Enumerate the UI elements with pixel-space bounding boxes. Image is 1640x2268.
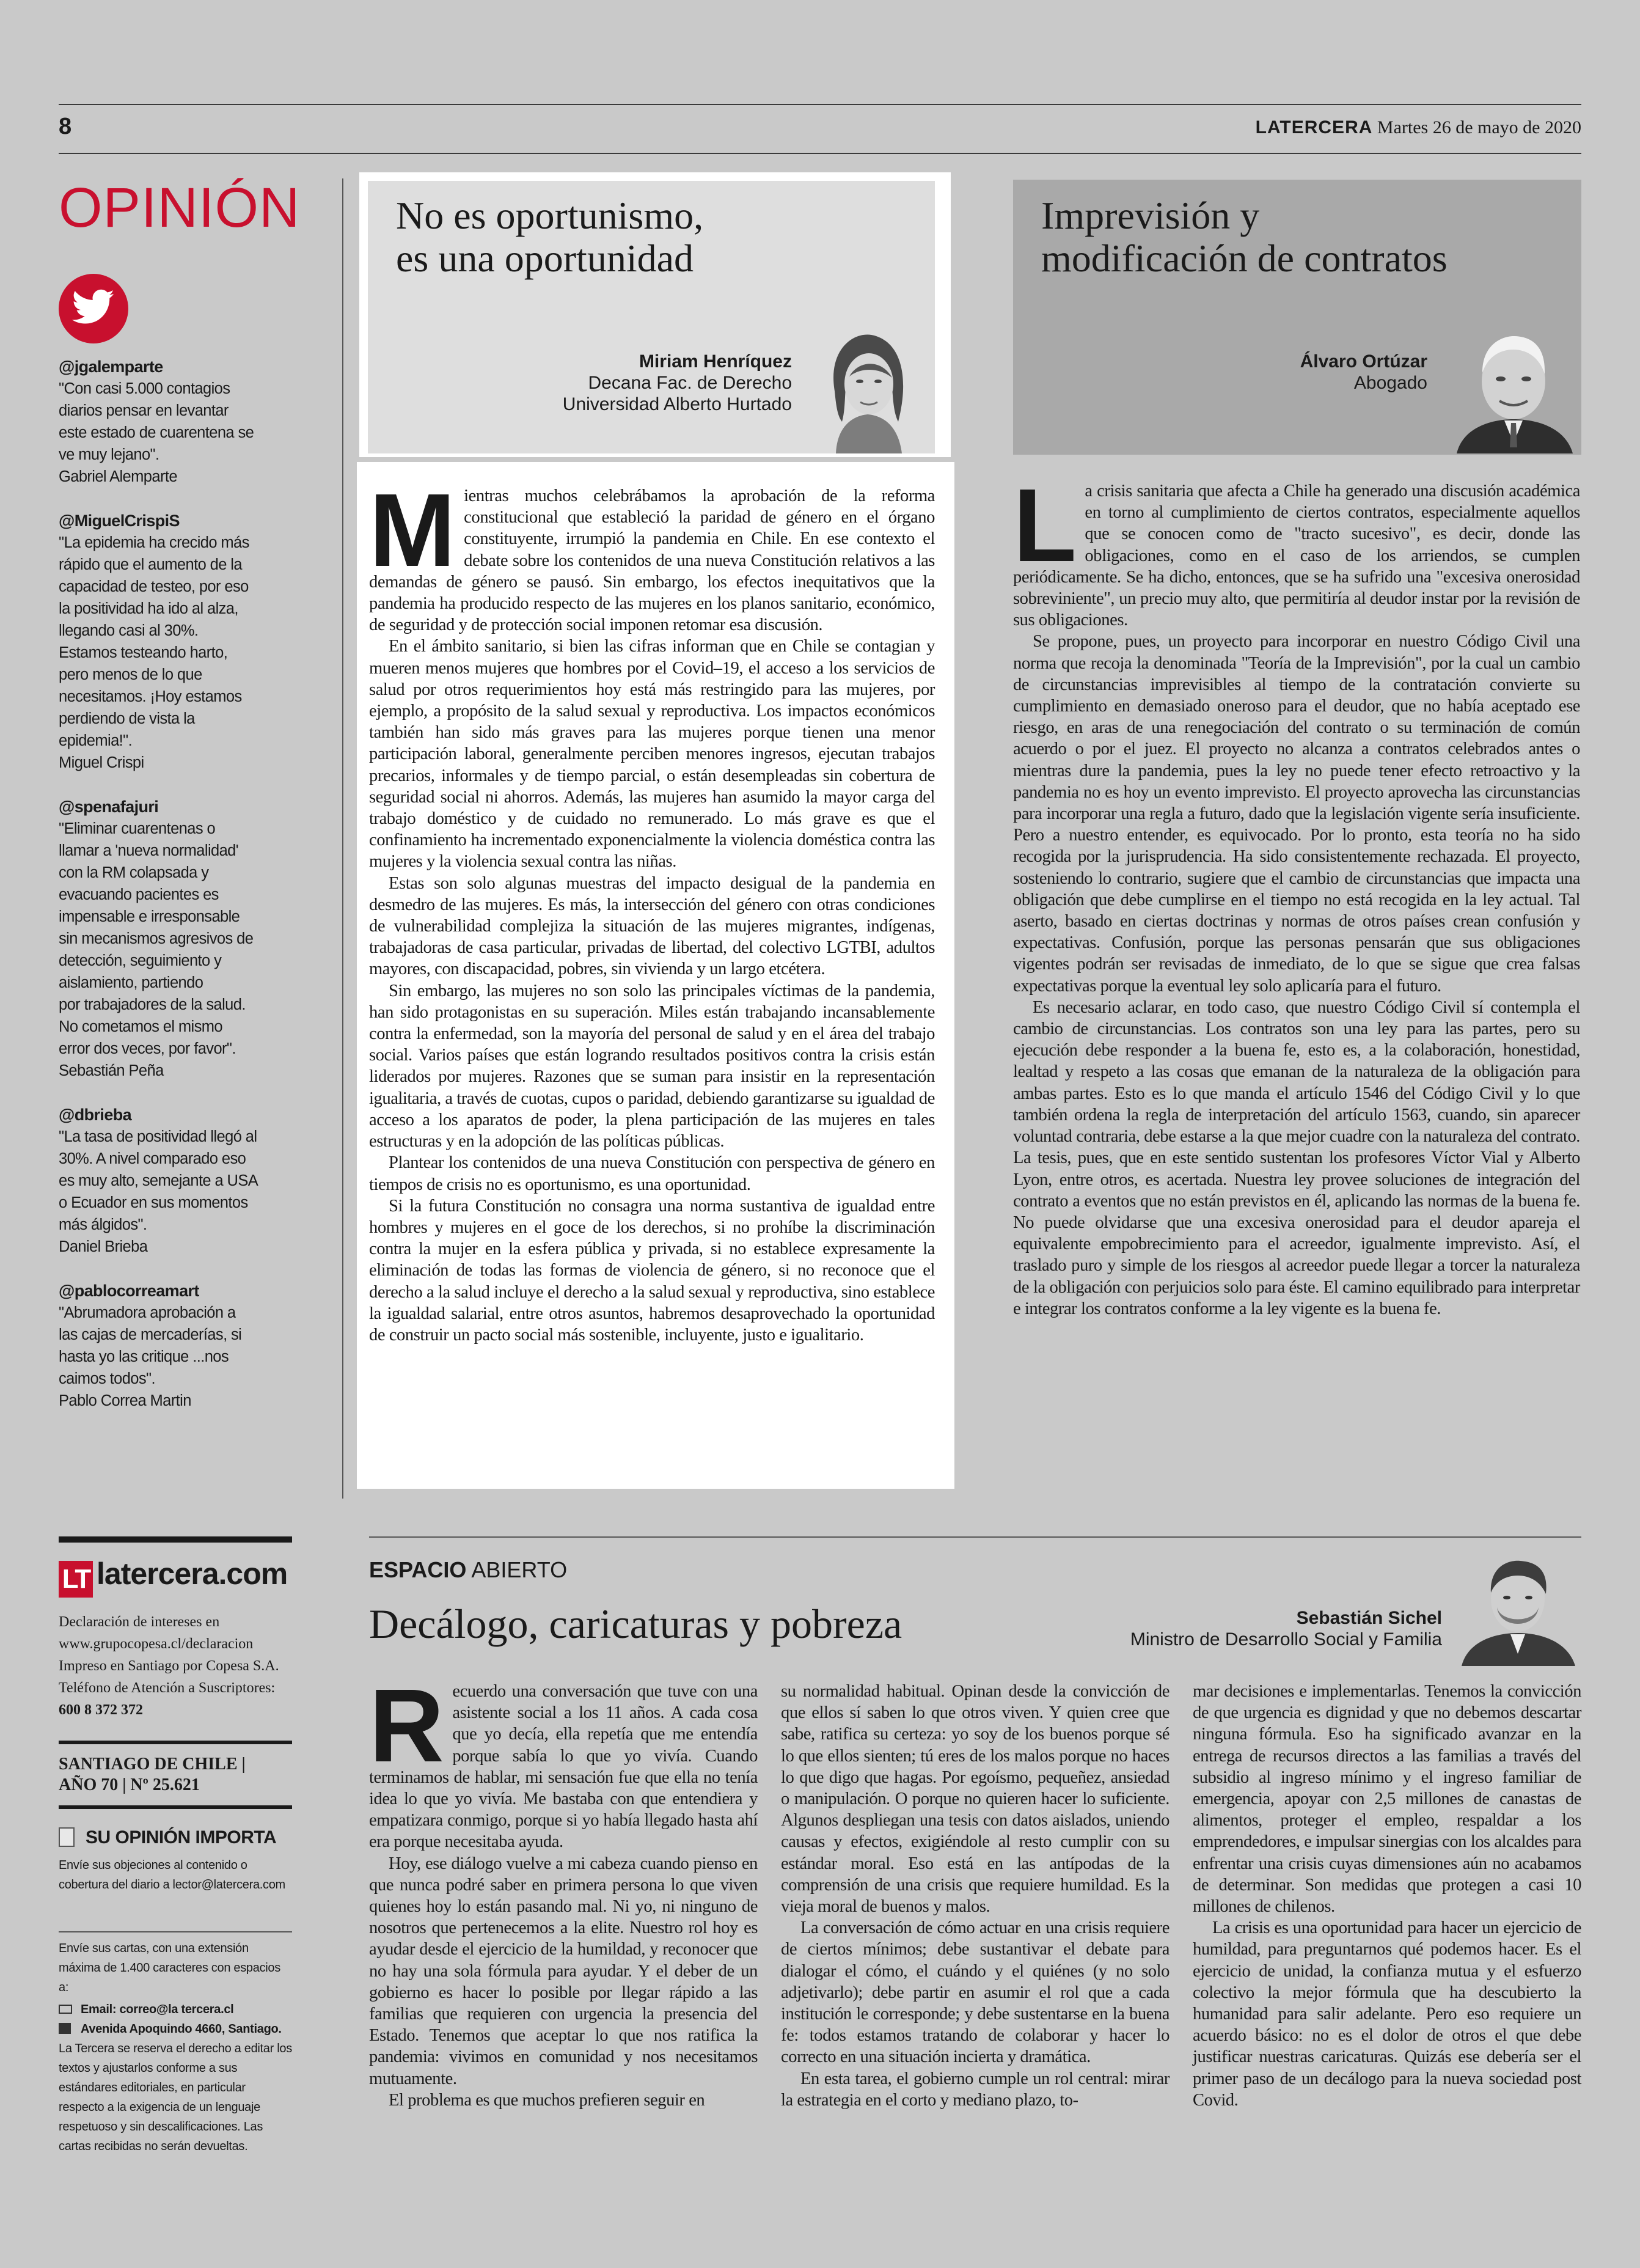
opinion-header [59,1827,276,1848]
tweet-author: Miguel Crispi [59,754,144,771]
tweet-text: "Con casi 5.000 contagios diarios pensar en levantar este estado de cuarentena se ve muy lejano". [59,380,254,463]
paragraph: La conversación de cómo actuar en una crisis requiere de ciertos mínimos; debe sustantivar el debate para dialogar el cómo, el cuándo y el quiénes (y no solo adjetivarlo); debe partir en asumir el rol que a cada institución le corresponde; y debe sustentarse en la buena fe: todos estamos tratando de colaborar y hacer lo correcto en una situación incierta y dramática. [781,1918,1170,2067]
lt-logo-mark: LT [59,1561,93,1598]
declaration-text [59,1611,292,1721]
twitter-bird-icon [59,274,128,343]
article3-column-2 [781,1681,1170,2111]
article3-headline: Decálogo, caricaturas y pobreza [369,1601,902,1647]
tweet-text: "La epidemia ha crecido más rápido que el aumento de la capacidad de testeo, por eso la positividad ha ido al alza, llegando casi al 30%. Estamos testeando harto, pero menos de lo que necesitamos. ¡Hoy estamos perdiendo de vista la epidemia!". [59,534,249,749]
email-row [59,2000,292,2019]
tweet-author: Pablo Correa Martin [59,1392,191,1409]
author-affiliation: Universidad Alberto Hurtado [562,394,792,414]
edition-info [59,1754,246,1796]
tweet-author: Sebastián Peña [59,1062,164,1079]
author-name: Sebastián Sichel [1296,1608,1442,1628]
article2-headline: Imprevisión y modificación de contratos [1041,194,1448,280]
tweet [59,510,279,774]
author-portrait [1448,318,1579,453]
paragraph: En el ámbito sanitario, si bien las cifras informan que en Chile se contagian y mueren menos mujeres que hombres por el Covid–19, el acceso a los servicios de salud por otros requerimientos hoy está más restringido para las mujeres, por ejemplo, a propósito de la salud sexual y reproductiva. Los impactos económicos también han sido más graves para las mujeres porque tienen una menor participación laboral, generalmente perciben menores ingresos, ejecutan trabajos precarios, informales y de tiempo parcial, o están desempleadas sin cobertura de seguridad social ni ahorros. Además, las mujeres han asumido la mayor carga del trabajo doméstico y de cuidado no remunerado. Lo más grave es que el confinamiento ha incrementado exponencialmente la violencia doméstica contra las mujeres y la violencia sexual contra las niñas. [369,637,935,872]
paragraph: mar decisiones e implementarlas. Tenemos la convicción de que urgencia es dignidad y que no debemos descartar ninguna fórmula. Eso ha significado avanzar en la entrega de recursos directos a las familias a través del subsidio al ingreso mínimo y el ingreso familiar de emergencia, apoyar con 2,5 millones de canastas de alimentos, proteger el empleo, respaldar a los emprendedores, e impulsar sinergias con los alcaldes para enfrentar una crisis cuyas dimensiones aún no acabamos de determinar. Son medidas que protegen a casi 10 millones de chilenos. [1193,1682,1582,1917]
article1-headline: No es oportunismo, es una oportunidad [396,194,704,280]
paragraph: a crisis sanitaria que afecta a Chile ha generado una discusión académica en torno al cumplimiento de ciertos contratos, especialmente aquellos que se conocen como de "tracto sucesivo", es decir, donde las obligaciones, como en el caso de los arriendos, se cumplen periódicamente. Se ha dicho, entonces, que se ha sufrido una "excesiva onerosidad sobreviniente", un precio muy alto, que permitiría al deudor instar por la revisión de sus obligaciones. [1013,482,1580,630]
tweet [59,796,279,1082]
page-number: 8 [59,114,72,139]
site-logo[interactable] [59,1556,287,1598]
author-name: Miriam Henríquez [639,351,792,372]
paragraph: Hoy, ese diálogo vuelve a mi cabeza cuando pienso en que nunca podré saber en primera persona lo que viven quienes hoy lo están pasando mal. Ni yo, ni ninguno de nosotros que pertenecemos a la elite. Nuestro rol hoy es ayudar desde el ejercicio de la humildad, y reconocer que no hay una sola fórmula para ayudar. Y el deber de un gobierno es hacer lo posible por llegar rápido a las familias que requieren con urgencia la presencia del Estado. Tenemos que aceptar lo que nos ratifica la pandemia: vivimos en comunidad y nos necesitamos mutuamente. [369,1854,758,2088]
masthead-date [1256,117,1581,138]
subscriber-phone: 600 8 372 372 [59,1702,143,1718]
tweet-handle[interactable]: @pablocorreamart [59,1282,199,1300]
site-url: latercera.com [97,1557,288,1591]
article2-body [1013,468,1580,1319]
envelope-icon [59,2005,72,2014]
issue-line: AÑO 70 | Nº 25.621 [59,1775,200,1794]
article3-column-1 [369,1668,758,2111]
tweet [59,1280,279,1412]
paragraph: su normalidad habitual. Opinan desde la convicción de que ellos sí saben lo que otros viven. Y quien cree que sabe, ratifica su certeza: yo soy de los buenos porque sé lo que ellos sienten; tú eres de los malos porque no haces lo que digo que hagas. Por egoísmo, pequeñez, ansiedad o manipulación. O porque no quieren hacer lo suficiente. Algunos despliegan una tesis con datos aislados, uniendo causas y efectos, exigiéndole al resto cumplir con su estándar moral. Eso está en las antípodas de la comprensión de una crisis que requiere humildad. Es la vieja moral de buenos y malos. [781,1682,1170,1917]
tweet-handle[interactable]: @MiguelCrispiS [59,512,180,530]
dropcap: L [1013,468,1077,584]
tweet [59,1104,279,1258]
article3-column-3 [1193,1681,1581,2111]
author-role: Decana Fac. de Derecho [588,373,792,393]
article1-byline [428,351,792,415]
tweet-text: "Eliminar cuarentenas o llamar a 'nueva normalidad' con la RM colapsada y evacuando pacientes es impensable e irresponsable sin mecanismos agresivos de detección, seguimiento y aislamiento, partiendo por trabajadores de la salud. No cometamos el mismo error dos veces, por favor". [59,820,254,1057]
section-label-rest: ABIERTO [471,1557,568,1582]
section-label-bold: ESPACIO [369,1557,467,1582]
paragraph: En esta tarea, el gobierno cumple un rol central: mirar la estrategia en el corto y mediano plazo, to- [781,2069,1170,2110]
author-portrait [807,318,929,453]
paragraph: El problema es que muchos prefieren seguir en [389,2090,705,2110]
tweet-text: "La tasa de positividad llegó al 30%. A nivel comparado eso es muy alto, semejante a USA o Ecuador en sus momentos más álgidos". [59,1128,258,1233]
section-label [369,1557,567,1583]
paragraph: Sin embargo, las mujeres no son solo las principales víctimas de la pandemia, han sido protagonistas en su superación. Miles están trabajando incansablemente contra la enfermedad, son la mayoría del personal de salud y en el área del trabajo social. Varios países que están logrando resultados positivos contra la crisis están liderados por mujeres. Razones que se suman para insistir en la representación igualitaria, a través de cuotas, cupos o paridad, debiendo garantizarse su igualdad de acceso a los aparatos de poder, la plena participación de las mujeres en tales estructuras y en la adopción de las políticas públicas. [369,981,935,1151]
paragraph: Plantear los contenidos de una nueva Constitución con perspectiva de género en tiempos de crisis no es oportunismo, es una oportunidad. [369,1153,935,1194]
tweet-author: Daniel Brieba [59,1238,148,1255]
paragraph: Es necesario aclarar, en todo caso, que nuestro Código Civil sí contempla el cambio de circunstancias. Los contratos son una ley para las partes, pero su ejecución debe responder a la buena fe, esto es, a la colaboración, honestidad, lealtad y respeto a las cosas que emanan de la naturaleza de la obligación para ambas partes. Esto es lo que manda el artículo 1546 del Código Civil y lo que también ordena la regla de interpretación del artículo 1563, cuando, sin aparecer voluntad contraria, debe estarse a la que mejor cuadre con la naturaleza del contrato. La tesis, pues, que en este sentido sustentan los profesores Víctor Vial y Alberto Lyon, entre otros, es acertada. Nuestra ley provee soluciones de integración del contrato a eventos que no están previstos en él, aplicando las normas de la buena fe. No puede olvidarse que una excesiva onerosidad para el deudor apareja el equivalente empobrecimiento para el acreedor, igualmente imprevisto. Así, el traslado puro y simple de los riesgos al acreedor puede llegar a torcer la naturaleza de la obligación con perjuicios solo para éste. El camino equilibrado para interpretar e integrar los contratos conforme a la ley vigente es la buena fe. [1013,997,1580,1318]
tweet-list [59,356,279,1434]
tweet [59,356,279,488]
letters-address: Avenida Apoquindo 4660, Santiago. [81,2022,282,2036]
letters-disclaimer: La Tercera se reserva el derecho a editar los textos y ajustarlos conforme a sus estándares editoriales, en particular respecto a la exigencia de un lenguaje respetuoso y sin descalificaciones. Las cartas recibidas no serán devueltas. [59,2042,292,2153]
dropcap: R [369,1668,444,1784]
opinion-intro: Envíe sus objeciones al contenido o cobertura del diario a lector@latercera.com [59,1859,285,1892]
address-row [59,2019,292,2039]
paragraph: Se propone, pues, un proyecto para incorporar en nuestro Código Civil una norma que recoja la denominada "Teoría de la Imprevisión", por la cual un cambio de circunstancias imprevisibles al tiempo de la contratación convierte su cumplimiento en demasiado oneroso para el deudor, que no había aceptado ese riesgo, en aras de una renegociación del contrato o su terminación de común acuerdo o por el juez. El proyecto no alcanza a contratos celebrados antes o mientras dure la pandemia, pues la ley no puede tener efecto retroactivo y la pandemia no es hoy un evento imprevisto. El proyecto aprovecha las circunstancias para incorporar una regla a futuro, dado que la legislación vigente sería insuficiente. Pero a nuestro entender, es equivocado. Por lo pronto, esta teoría no ha sido recogida por la jurisprudencia. Ha sido consistentemente rechazada. El proyecto, sosteniendo lo contrario, sugiere que el cambio de circunstancias que impacta una obligación que debe cumplirse en el tiempo no está recogida en la ley actual. Tal aserto, basado en ciertas doctrinas y normas de otros países crean confusión y expectativas. Confusión, porque las personas pensarán que sus obligaciones vigentes podrán ser revisadas de inmediato, de lo que se sigue que crea falsas expectativas porque la eventual ley solo aplicaría para el futuro. [1013,632,1580,996]
paragraph: La crisis es una oportunidad para hacer un ejercicio de humildad, para preguntarnos qué podemos hacer. Es el ejercicio de unidad, la confianza mutua y el esfuerzo colectivo la mejor fórmula que ha descubierto la humanidad para salir adelante. Pero eso requiere un acuerdo básico: no es el dolor de otros el que debe justificar nuestras caricaturas. Quizás ese debería ser el primer paso de un decálogo para la nueva sociedad post Covid. [1193,1918,1581,2110]
letters-intro: Envíe sus cartas, con una extensión máxima de 1.400 caracteres con espacios a: [59,1942,280,1994]
paragraph: Estas son solo algunas muestras del impacto desigual de la pandemia en desmedro de las mujeres. Es más, la intersección del género con otras condiciones de vulnerabilidad complejiza la situación de las mujeres migrantes, indígenas, trabajadoras de casa particular, privadas de libertad, del colectivo LGTBI, adultos mayores, con discapacidad, pobres, sin vivienda y un largo etcétera. [369,873,935,979]
tweet-author: Gabriel Alemparte [59,468,177,485]
brand-name: LATERCERA [1255,117,1373,138]
paragraph: ecuerdo una conversación que tuve con una asistente social a los 11 años. A cada cosa que yo decía, ella repetía que me entendía porque sabía lo que yo vivía. Cuando terminamos de hablar, mi sensación fue que ella no tenía idea lo que yo vivía. Me bastaba con que entendiera y empatizara conmigo, porque si yo había llegado hasta ahí era porque necesitaba ayuda. [369,1682,758,1852]
declaration: Declaración de intereses en www.grupocopesa.cl/declaracion Impreso en Santiago por Copesa S.A. Teléfono de Atención a Suscriptores: [59,1614,279,1696]
tweet-handle[interactable]: @dbrieba [59,1106,132,1124]
article2-byline [1100,351,1427,394]
letters-email[interactable]: Email: correo@la tercera.cl [81,2003,234,2016]
issue-date: Martes 26 de mayo de 2020 [1377,117,1581,138]
paragraph: ientras muchos celebrábamos la aprobación de la reforma constitucional que estableció la paridad de género en el órgano constituyente, irrumpió la pandemia en Chile. En ese contexto el debate sobre los contenidos de una nueva Constitución relativos a las demandas de género se pausó. Sin embargo, los efectos inequitativos que la pandemia ha producido respecto de las mujeres en los planos sanitario, económico, de seguridad y de protección social imponen retomar esa discusión. [369,486,935,635]
paragraph: Si la futura Constitución no consagra una norma sustantiva de igualdad entre hombres y mujeres en el goce de los derechos, si no prohíbe la discriminación contra la mujer en la esfera pública y privada, si no establece expresamente la eliminación de todas las formas de violencia de género, si no reconoce que el derecho a la salud incluye el derecho a la salud sexual y reproductiva, sino establece la igualdad salarial, entre otros asuntos, habremos desaprovechado la oportunidad de construir un pacto social más sostenible, incluyente, justo e igualitario. [369,1196,935,1345]
tweet-text: "Abrumadora aprobación a las cajas de mercaderías, si hasta yo las critique ...nos caimos todos". [59,1304,242,1387]
author-role: Ministro de Desarrollo Social y Familia [1130,1629,1442,1650]
author-name: Álvaro Ortúzar [1300,351,1427,372]
article3-byline [1039,1607,1442,1650]
dropcap: M [369,472,456,589]
article1-body [369,472,935,1346]
tweet-handle[interactable]: @jgalemparte [59,358,163,376]
opinion-title: SU OPINIÓN IMPORTA [86,1827,277,1848]
section-title: OPINIÓN [59,177,301,239]
author-portrait [1454,1544,1581,1666]
building-icon [59,2023,71,2034]
letters-info [59,1939,292,2156]
tweet-handle[interactable]: @spenafajuri [59,798,159,816]
document-icon [59,1827,75,1847]
author-role: Abogado [1353,373,1427,393]
city-line: SANTIAGO DE CHILE | [59,1755,246,1774]
